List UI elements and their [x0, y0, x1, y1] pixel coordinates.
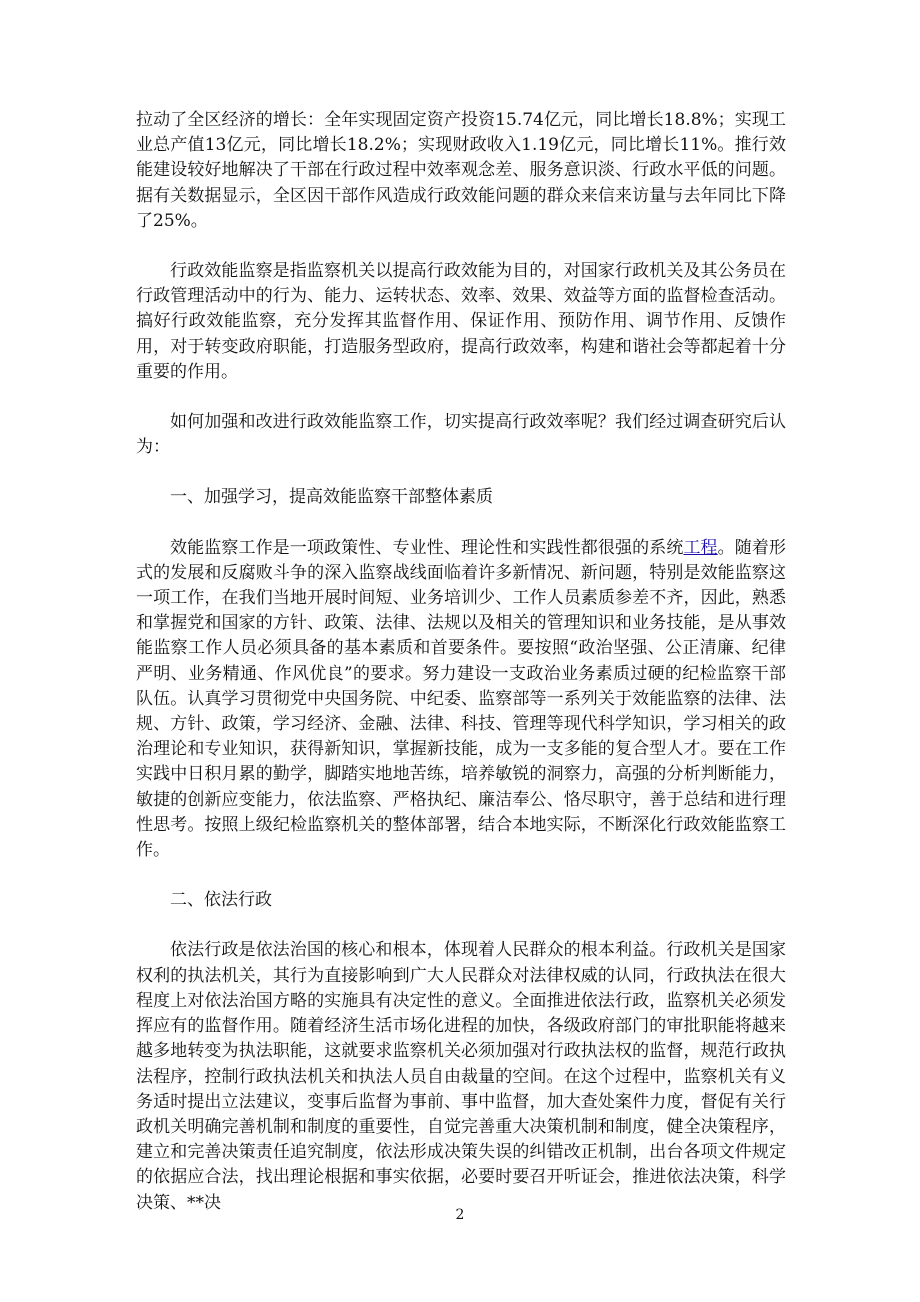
page-number: 2	[455, 1207, 465, 1223]
section-heading-2: 二、依法行政	[170, 890, 272, 911]
paragraph-rule-of-law: 依法行政是依法治国的核心和根本，体现着人民群众的根本利益。行政机关是国家权利的执法机关，其行为直接影响到广大人民群众对法律权威的认同，行政执法在很大程度上对依法治国方略的实施具有决定性的意义。全面推进依法行政，监察机关必须发挥应有的监督作用。随着经济生活市场化进程的加快，各级政府部门的审批职能将越来越多地转变为执法职能，这就要求监察机关必须加强对行政执法权的监督，规范行政执法程序，控制行政执法机关和执法人员自由裁量的空间。在这个过程中，监察机关有义务适时提出立法建议，变事后监督为事前、事中监督，加大查处案件力度，督促有关行政机关明确完善机制和制度的重要性，自觉完善重大决策机制和制度，健全决策程序，建立和完善决策责任追究制度，依法形成决策失误的纠错改正机制，出台各项文件规定的依据应合法，找出理论根据和事实依据，必要时要召开听证会，推进依法决策，科学决策、**决	[136, 940, 786, 1213]
paragraph-economic-growth: 拉动了全区经济的增长：全年实现固定资产投资15.74亿元，同比增长18.8%；实现工业总产值13亿元，同比增长18.2%；实现财政收入1.19亿元，同比增长11%。推行效能建设较好地解决了干部在行政过程中效率观念差、服务意识淡、行政水平低的问题。据有关数据显示，全区因干部作风造成行政效能问题的群众来信来访量与去年同比下降了25%。	[136, 110, 786, 231]
document-body	[136, 108, 786, 1241]
paragraph-study-quality-text-after: 。随着形式的发展和反腐败斗争的深入监察战线面临着许多新情况、新问题，特别是效能监察这一项工作，在我们当地开展时间短、业务培训少、工作人员素质参差不齐，因此，熟悉和掌握党和国家的方针、政策、法律、法规以及相关的管理知识和业务技能，是从事效能监察工作人员必须具备的基本素质和首要条件。要按照“政治坚强、公正清廉、纪律严明、业务精通、作风优良”的要求。努力建设一支政治业务素质过硬的纪检监察干部队伍。认真学习贯彻党中央国务院、中纪委、监察部等一系列关于效能监察的法律、法规、方针、政策，学习经济、金融、法律、科技、管理等现代科学知识，学习相关的政治理论和专业知识，获得新知识，掌握新技能，成为一支多能的复合型人才。要在工作实践中日积月累的勤学，脚踏实地地苦练，培养敏锐的洞察力，高强的分析判断能力，敏捷的创新应变能力，依法监察、严格执纪、廉洁奉公、恪尽职守，善于总结和进行理性思考。按照上级纪检监察机关的整体部署，结合本地实际，不断深化行政效能监察工作。	[136, 537, 787, 861]
paragraph-study-quality	[136, 536, 786, 864]
section-heading-1: 一、加强学习，提高效能监察干部整体素质	[170, 487, 493, 508]
paragraph-how-to-improve: 如何加强和改进行政效能监察工作，切实提高行政效率呢？我们经过调查研究后认为：	[136, 412, 786, 458]
paragraph-study-quality-text-before: 效能监察工作是一项政策性、专业性、理论性和实践性都很强的系统	[170, 537, 684, 558]
engineering-link[interactable]: 工程	[683, 537, 718, 558]
paragraph-efficiency-supervision-definition: 行政效能监察是指监察机关以提高行政效能为目的，对国家行政机关及其公务员在行政管理活动中的行为、能力、运转状态、效率、效果、效益等方面的监督检查活动。搞好行政效能监察，充分发挥其监督作用、保证作用、预防作用、调节作用、反馈作用，对于转变政府职能，打造服务型政府，提高行政效率，构建和谐社会等都起着十分重要的作用。	[136, 261, 786, 382]
